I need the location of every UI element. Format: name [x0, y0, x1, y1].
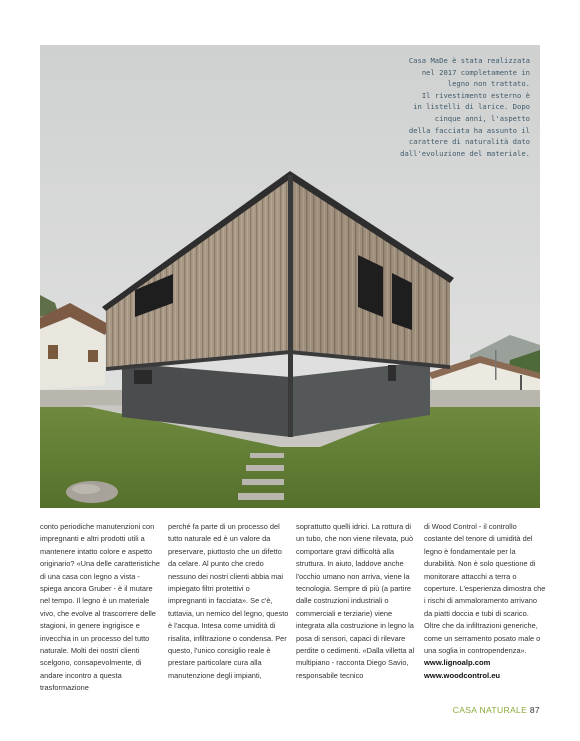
caption-line: carattere di naturalità dato — [408, 137, 530, 147]
page-number: 87 — [529, 705, 540, 715]
caption-line: dall'evoluzione del materiale. — [400, 148, 530, 158]
article-column-3 — [296, 521, 418, 682]
column-text: di Wood Control - il controllo costante del tenore di umidità del legno è fondamentale per la durabilità. Non è solo questione di monitorare attacchi a terra o coperture. L'esperienza dimostra che i rischi di ammaloramento arrivano da piatti doccia e tubi di scarico. Oltre che da infiltrazioni generiche, come un serramento posato male o una soglia in contropendenza». — [424, 522, 546, 656]
caption-line: nel 2017 completamente in — [421, 67, 530, 77]
caption-line: della facciata ha assunto il — [408, 125, 530, 135]
photo-caption — [370, 55, 530, 159]
caption-line: legno non trattato. — [447, 79, 530, 89]
column-text: soprattutto quelli idrici. La rottura di un tubo, che non viene rilevata, può comportare gravi difficoltà alla struttura. In aiuto, laddove anche l'occhio umano non arriva, viene la tecnologia. Sempre di più (a partire dalle costruzioni industriali o commerciali e terziarie) viene integrata alla costruzione in legno la posa di sensori, capaci di rilevare perdite o cedimenti. «Dalla villetta al multipiano - racconta Diego Savio, responsabile tecnico — [296, 522, 415, 680]
article-column-2 — [168, 521, 290, 682]
article-column-1 — [40, 521, 162, 695]
link-lignoalp[interactable]: www.lignoalp.com — [424, 658, 491, 668]
column-text: perché fa parte di un processo del tutto naturale ed è un valore da preservare, piuttosto che un difetto da celare. Al punto che credo nessuno dei nostri clienti abbia mai impiegato filtri protettivi o impregnanti in facciata». Se c'è, tuttavia, un nemico del legno, questo è l'acqua. Intesa come umidità di risalita, infiltrazione o condensa. Per questo, l'unico consiglio reale è prestare particolare cura alla manutenzione degli impianti, — [168, 522, 289, 680]
caption-line: in listelli di larice. Dopo — [413, 102, 530, 112]
caption-line: cinque anni, l'aspetto — [434, 113, 530, 123]
section-name: CASA NATURALE — [452, 705, 528, 715]
caption-line: Il rivestimento esterno è — [421, 90, 530, 100]
column-text: conto periodiche manutenzioni con impregnanti e altri prodotti utili a mantenere intatto colore e aspetto originario? «Una delle caratteristiche di una casa con legno a vista - spiega ancora Gruber - è il mutare nel tempo. Il legno è un materiale vivo, che evolve al trascorrere delle stagioni, in genere ingrigisce e invecchia in un processo del tutto naturale. Molti dei nostri clienti scelgono, consapevolmente, di andare incontro a questa trasformazione — [40, 522, 160, 693]
article-body — [40, 521, 546, 721]
article-column-4 — [424, 521, 546, 682]
page-footer — [453, 705, 540, 715]
caption-line: Casa MaDe è stata realizzata — [408, 56, 530, 65]
house-photo — [40, 45, 540, 508]
link-woodcontrol[interactable]: www.woodcontrol.eu — [424, 670, 501, 680]
